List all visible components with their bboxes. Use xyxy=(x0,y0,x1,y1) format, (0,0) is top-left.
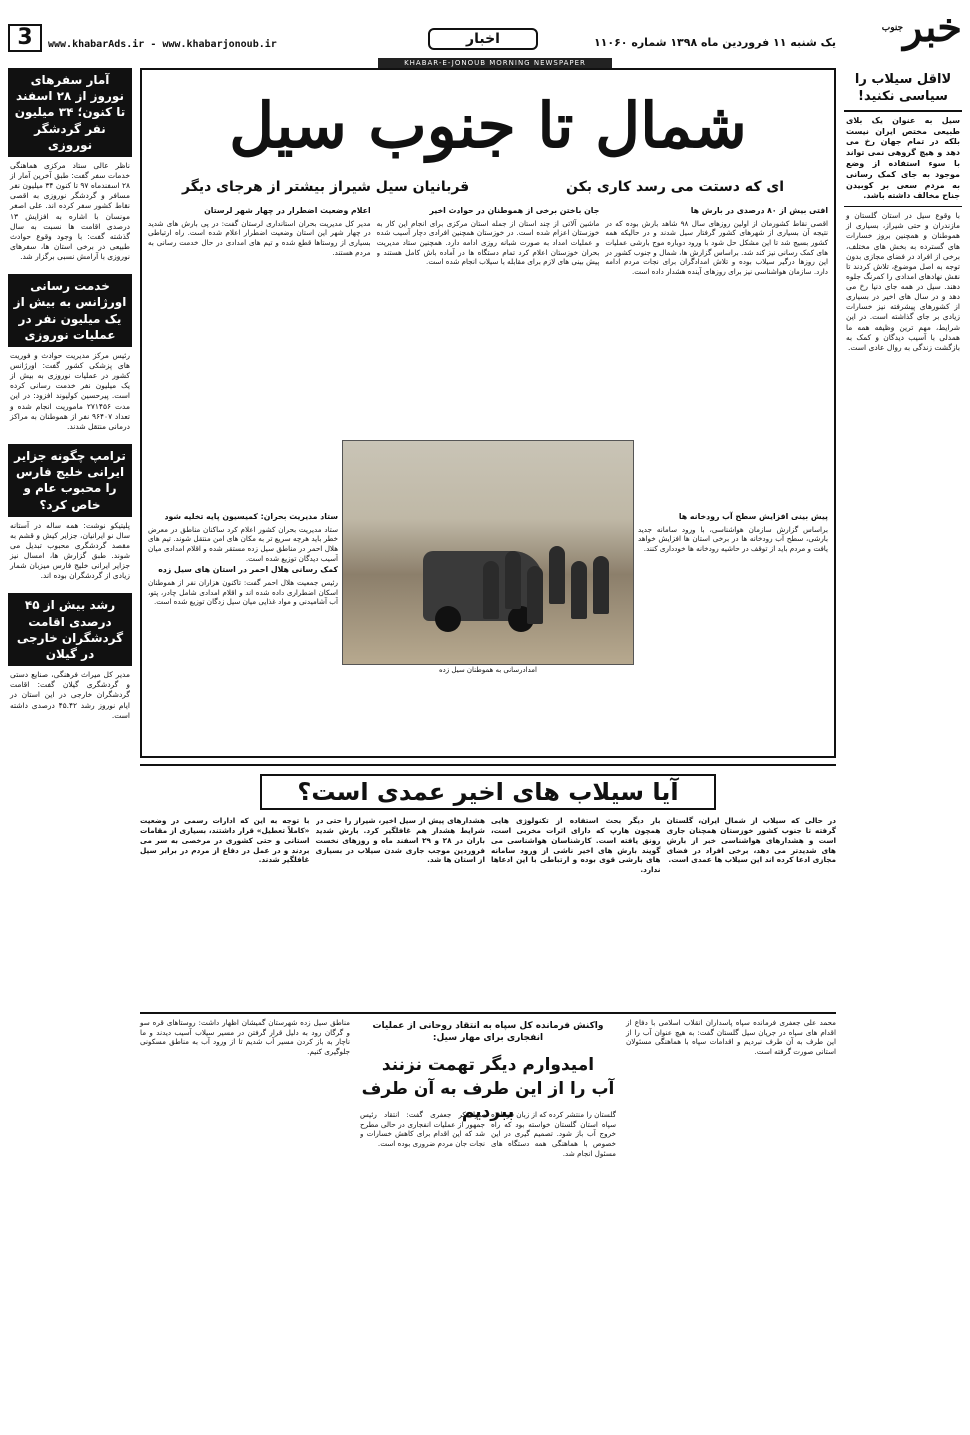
flood-headline: آیا سیلاب های اخیر عمدی است؟ xyxy=(260,774,716,810)
article-column xyxy=(638,510,828,754)
column-text: براساس گزارش سازمان هواشناسی، با ورود سامانه جدید بارشی، سطح آب رودخانه ها در برخی استان ها افزایش خواهد یافت و مردم باید از توقف در حاشیه رودخانه ها خودداری کنند. xyxy=(638,524,828,553)
page-number: 3 xyxy=(8,24,42,52)
flood-column: با توجه به این که ادارات رسمی در وضعیت «کاملاً تعطیل» قرار داشتند، بسیاری از مقامات استانی و حتی کشوری در مرخصی به سر می بردند و در عمل در دفاع از مردم در برابر سیل غافلگیر شدند. xyxy=(140,816,310,865)
column-heading: افتی بیش از ۸۰ درصدی در بارش ها xyxy=(690,206,828,215)
newspaper-logo: خبر$^{جنوب}$ xyxy=(881,4,962,51)
bottom-side-text: مناطق سیل زده شهرستان گمیشان اظهار داشت: روستاهای قره سو و گرگان رود به دلیل قرار گرفتن در مسیر سیلاب آسیب دیدند و ما ناچار به باز کردن مسیر آب شدیم تا از ورود آب به مناطق مسکونی جلوگیری کنیم. xyxy=(140,1018,350,1057)
subheadline-left: قربانیان سیل شیراز بیشتر از هرجای دیگر xyxy=(182,179,470,195)
side-story-title: رشد بیش از ۴۵ درصدی اقامت گردشگران خارجی در گیلان xyxy=(8,593,132,666)
bottom-column: گلستان را منتشر کرده که از زبان فرمانده سپاه استان گلستان خواسته بود که راه خروج آب باز شود. تصمیم گیری در این خصوص با هماهنگی همه دستگاه های مسئول انجام شد. xyxy=(491,1110,616,1158)
column-heading: پیش بینی افزایش سطح آب رودخانه ها xyxy=(678,512,828,521)
column-heading: کمک رسانی هلال احمر در استان های سیل زده xyxy=(158,565,338,575)
flood-column: هشدارهای پیش از سیل اخیر، شیراز را حتی در شرایط هشدار هم غافلگیر کرد. بارش شدید باران در ۲۸ و ۲۹ اسفند ماه و روزهای نخست فروردین موجب جاری شدن سیلاب در بسیاری از استان ها شد. xyxy=(315,816,485,865)
column-text: اقصی نقاط کشورمان از اولین روزهای سال ۹۸ شاهد بارش بوده که در نتیجه آن بسیاری از شهرهای کشور گرفتار سیل شدند و در حالیکه همه کشور بسیج شد تا این مشکل حل شود با ورود دوباره موج بارشی عملیات های کمک رسانی نیز کند شد. براساس گزارش ها، شمال و جنوب کشور در این روزها درگیر سیلاب بوده و تلاش امدادگران برای نجات مردم ادامه دارد. سازمان هواشناسی نیز برای روزهای آینده هشدار داده است. xyxy=(605,218,828,277)
masthead-banner: KHABAR-E-JONOUB MORNING NEWSPAPER xyxy=(378,58,612,68)
side-story-body: رئیس مرکز مدیریت حوادث و فوریت های پزشکی کشور گفت: اورژانس کشور در عملیات نوروزی به بیش از یک میلیون نفر خدمت رسانی کرده است. پیرحسین کولیوند افزود: در این مدت ۲۷۱۴۵۶ ماموریت انجام شده و تعداد ۹۶۴۰۷ نفر از هموطنان به مراکز درمانی منتقل شدند. xyxy=(10,350,130,431)
column-text: رئیس جمعیت هلال احمر گفت: تاکنون هزاران نفر از هموطنان اسکان اضطراری داده شده اند و اقلام امدادی شامل چادر، پتو، آب آشامیدنی و مواد غذایی میان سیل زدگان توزیع شده است. xyxy=(148,577,338,607)
side-story xyxy=(8,68,132,266)
column-heading: اعلام وضعیت اضطرار در چهار شهر لرستان xyxy=(204,206,371,215)
left-column xyxy=(8,68,132,1427)
side-story-title: آمار سفرهای نوروز از ۲۸ اسفند تا کنون؛ ۳۴ میلیون نفر گردشگر نوروزی xyxy=(8,68,132,157)
flood-story xyxy=(140,764,836,1004)
side-story-body: پلیتیکو نوشت: همه ساله در آستانه سال نو ایرانیان، جزایر کیش و قشم به مقصد گردشگری محبوب تبدیل می شوند. طبق گزارش ها، امسال نیز جزایر ایرانی خلیج فارس میزبان شمار زیادی از گردشگران بوده اند. xyxy=(10,520,130,581)
editorial-title: لااقل سیلاب را سیاسی نکنید! xyxy=(844,68,962,112)
bottom-side-text: محمد علی جعفری فرمانده سپاه پاسداران انقلاب اسلامی با دفاع از اقدام های سپاه در جریان سیل گلستان گفت: به هیچ عنوان آب را از این طرف به آن طرف نبردیم و اقدامات سپاه با هماهنگی مسئولان استانی صورت گرفته است. xyxy=(626,1018,836,1057)
main-headline: شمال تا جنوب سیل xyxy=(229,89,747,162)
subheadline-right: ای که دستت می رسد کاری بکن xyxy=(565,179,784,195)
editorial-lead: سیل به عنوان یک بلای طبیعی مختص ایران نیست بلکه در تمام جهان رخ می دهد و هیچ گروهی نمی تواند با سوء استفاده از وضع موجود به جای کمک رسانی به مردم سعی بر کوبیدن جناح مخالف داشته باشد. xyxy=(844,112,962,207)
bottom-story xyxy=(140,1012,836,1427)
website-urls: www.khabarAds.ir - www.khabarjonoub.ir xyxy=(48,39,277,50)
column-heading: ستاد مدیریت بحران: کمیسیون پایه تخلیه شود xyxy=(164,512,338,521)
main-area xyxy=(140,68,836,1427)
article-column-spacer xyxy=(344,510,632,754)
column-text: ماشین آلاتی از چند استان از جمله استان مرکزی برای انجام این کار به خوزستان اعزام شده است. در خوزستان همچنین افرادی دچار آسیب شده و عملیات امداد به صورت شبانه روزی ادامه دارد. همچنین ستاد مدیریت بحران خوزستان اعلام کرد تمام دستگاه ها در آماده باش کامل هستند و پیش بینی های لازم برای مقابله با سیلاب انجام شده است. xyxy=(376,218,600,267)
photo-caption: امدادرسانی به هموطنان سیل زده xyxy=(439,666,537,674)
lead-story xyxy=(140,68,836,758)
editorial-body: با وقوع سیل در استان گلستان و مازندران و حتی شیراز، بسیاری از هموطنان و همچنین بروز خسارات های گسترده به بخش های مختلف، برخی از افراد در فضای مجازی بدون توجه به اصل موضوع، تلاش کردند تا نقش نهادهای امدادی را کمرنگ جلوه دهند. سیل در همه جای دنیا رخ می دهد و در سال های اخیر در بسیاری از کشورهای پیشرفته نیز خسارات زیادی بر جای گذاشته است. در این شرایط، مهم ترین وظیفه همه ما همدلی با آسیب دیدگان و کمک به بازگشت زندگی به روال عادی است. xyxy=(846,211,960,352)
bottom-headline: امیدوارم دیگر تهمت نزنند xyxy=(381,1055,595,1075)
side-story xyxy=(8,593,132,724)
flood-column: در حالی که سیلاب از شمال ایران، گلستان گرفته تا جنوب کشور خوزستان همچنان جاری است و هشدارهای هواشناسی خبر از بارش های شدیدتر می دهد، برخی افراد در فضای مجازی ادعا کرده اند این سیلاب ها عمدی است. xyxy=(666,816,836,865)
article-column xyxy=(148,204,371,504)
masthead xyxy=(8,6,962,68)
bottom-lead: واکنش فرمانده کل سپاه به انتقاد روحانی از عملیات انفجاری برای مهار سیل: xyxy=(372,1021,604,1044)
side-story-title: خدمت رسانی اورژانس به بیش از یک میلیون نفر در عملیات نوروزی xyxy=(8,274,132,347)
side-story-title: ترامپ چگونه جزایر ایرانی خلیج فارس را محبوب عام و خاص کرد؟ xyxy=(8,444,132,517)
bottom-headline-secondary: آب را از این طرف به آن طرف ببردیم xyxy=(361,1079,615,1122)
column-text: ستاد مدیریت بحران کشور اعلام کرد ساکنان مناطق در معرض خطر باید هرچه سریع تر به مکان های امن منتقل شوند. تیم های هلال احمر در مناطق سیل زده مستقر شده و اقلام امدادی میان آسیب دیدگان توزیع شده است. xyxy=(148,524,338,563)
flood-column: بار دیگر بحث استفاده از تکنولوژی هایی همچون هارپ که دارای اثرات مخربی است، رونق یافته است. کارشناسان هواشناسی می گویند بارش های اخیر ناشی از ورود سامانه های بارشی قوی بوده و ارتباطی با این ادعاها ندارد. xyxy=(491,816,661,875)
article-column xyxy=(605,204,828,504)
side-story xyxy=(8,274,132,436)
lead-story-lower-columns xyxy=(148,510,828,754)
column-heading: جان باختن برخی از هموطنان در حوادث اخیر xyxy=(429,206,600,215)
side-story-body: مدیر کل میراث فرهنگی، صنایع دستی و گردشگری گیلان گفت: اقامت گردشگران خارجی در این استان در ایام نوروز رشد ۴۵.۴۲ درصدی داشته است. xyxy=(10,670,130,720)
bottom-columns xyxy=(360,1110,616,1427)
column-text: مدیر کل مدیریت بحران استانداری لرستان گفت: در پی بارش های شدید در چهار شهر این استان وضعیت اضطرار اعلام شده است. راه ارتباطی بسیاری از روستاها قطع شده و تیم های امدادی در حال خدمت رسانی به مردم هستند. xyxy=(147,218,371,257)
bottom-column: سرلشکر جعفری گفت: انتقاد رئیس جمهور از عملیات انفجاری در حالی مطرح شد که این اقدام برای کاهش خسارات و نجات جان مردم ضروری بوده است. xyxy=(360,1110,485,1149)
right-column xyxy=(844,68,962,1427)
article-column xyxy=(148,510,338,754)
side-story-body: ناظر عالی ستاد مرکزی هماهنگی خدمات سفر گفت: طبق آخرین آمار از ۲۸ اسفندماه ۹۷ تا کنون ۳۴ میلیون نفر مسافر و گردشگر نوروزی به اقصی نقاط کشور سفر کرده اند. علی اصغر مونسان با اشاره به افزایش ۱۳ درصدی اقامت ها نسبت به سال گذشته گفت: با وجود وقوع حوادث طبیعی در برخی استان ها، سفرهای نوروزی با آرامش نسبی برگزار شد. xyxy=(10,160,130,262)
section-label: اخبار xyxy=(428,28,538,50)
side-story xyxy=(8,444,132,586)
flood-columns xyxy=(140,816,836,1004)
issue-date: یک شنبه ۱۱ فروردین ماه ۱۳۹۸ شماره ۱۱۰۶۰ xyxy=(593,36,836,49)
